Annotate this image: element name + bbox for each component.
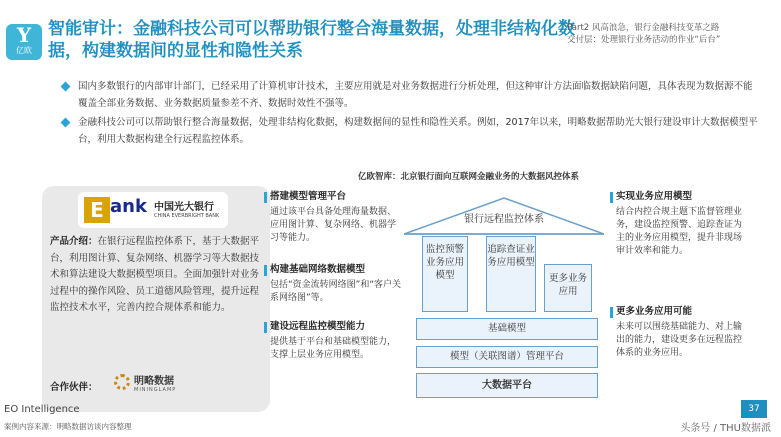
section-note-line1: Part2 风高浪急，银行金融科技变革之路 <box>567 23 720 33</box>
bank-logo-e: E <box>84 197 110 223</box>
diamond-bullet-icon <box>61 82 71 92</box>
section-more-possibility <box>616 305 746 360</box>
section-heading: 构建基础网络数据模型 <box>270 264 366 275</box>
section-bar-icon <box>610 307 613 318</box>
partner-name-en: MININGLAMP <box>134 387 177 393</box>
section-heading: 建设远程监控模型能力 <box>270 321 366 332</box>
footer-source: 案例内容来源：明略数据访谈内容整理 <box>4 422 132 431</box>
diagram-title: 亿欧智库：北京银行面向互联网金融业务的大数据风控体系 <box>358 172 580 182</box>
page-number: 37 <box>741 400 767 418</box>
platform-graph-mgmt: 模型（关联图谱）管理平台 <box>416 346 598 368</box>
mininglamp-logo-icon <box>114 374 130 390</box>
section-bar-icon <box>610 192 613 203</box>
section-bar-icon <box>264 265 267 276</box>
section-desc: 结合内控合规主题下监督管理业务，建设监控预警、追踪查证为主的业务应用模型，提升非现场审计效率和能力。 <box>616 207 743 256</box>
bank-logo-ank: ank <box>110 196 147 217</box>
case-panel <box>42 186 270 412</box>
product-intro-label: 产品介绍： <box>50 236 98 247</box>
diamond-bullet-icon <box>61 118 71 128</box>
watermark: 头条号 / THU数据派 <box>680 423 771 434</box>
bank-name-en: CHINA EVERBRIGHT BANK <box>154 213 220 219</box>
section-model-platform <box>270 190 404 245</box>
section-remote-monitor <box>270 320 404 362</box>
section-business-model <box>616 190 746 258</box>
section-note <box>567 22 767 46</box>
module-trace-verify: 追踪查证业务应用模型 <box>486 236 536 312</box>
bullet-list <box>60 78 760 150</box>
architecture-diagram <box>404 196 604 398</box>
bullet-text: 国内多数银行的内部审计部门，已经采用了计算机审计技术，主要应用就是对业务数据进行分析处理，但这种审计方法面临数据缺陷问题，具体表现为数据源不能覆盖全部业务数据、业务数据质量参差不齐、数据时效性不强等。 <box>78 81 753 109</box>
logo-text: 亿欧 <box>16 46 32 55</box>
footer-brand: EO Intelligence <box>4 404 80 415</box>
bullet-item <box>60 114 760 148</box>
section-note-line2: 交付层：处理银行业务活动的作业“后台” <box>567 35 721 45</box>
logo-glyph: Y <box>16 23 32 47</box>
product-intro <box>50 234 264 317</box>
bullet-text: 金融科技公司可以帮助银行整合海量数据，处理非结构化数据，构建数据间的显性和隐性关系。例如，2017年以来，明略数据帮助光大银行建设审计大数据模型平台，利用大数据构建全行远程监控体系。 <box>78 117 758 145</box>
page-title: 智能审计：金融科技公司可以帮助银行整合海量数据，处理非结构化数据，构建数据间的显性和隐性关系 <box>48 19 575 61</box>
section-desc: 提供基于平台和基础模型能力，支撑上层业务应用模型。 <box>270 337 397 360</box>
module-monitor-alert: 监控预警业务应用模型 <box>422 236 468 312</box>
section-bar-icon <box>264 322 267 333</box>
section-desc: 包括“资金流转网络图”和“客户关系网络图”等。 <box>270 280 401 303</box>
module-more-apps: 更多业务应用 <box>544 264 592 312</box>
section-bar-icon <box>264 192 267 203</box>
system-label: 银行远程监控体系 <box>464 214 544 225</box>
eo-logo <box>6 24 42 60</box>
section-heading: 更多业务应用可能 <box>616 306 693 317</box>
product-intro-text: 在银行远程监控体系下，基于大数据平台，利用图计算、复杂网络、机器学习等大数据技术和算法建设大数据模型项目。全面加强针对业务过程中的操作风险、员工道德风险管理，提升远程监控技术水平，完善内控合规体系和能力。 <box>50 236 260 313</box>
partner-name: 明略数据 <box>134 376 174 387</box>
platform-big-data: 大数据平台 <box>416 373 598 398</box>
bank-name-cn: 中国光大银行 <box>154 202 214 213</box>
platform-base-model: 基础模型 <box>416 318 598 340</box>
section-desc: 通过该平台具备处理海量数据、应用图计算、复杂网络、机器学习等能力。 <box>270 207 397 243</box>
section-heading: 实现业务应用模型 <box>616 191 693 202</box>
section-desc: 未来可以围绕基础能力、对上输出的能力，建设更多在远程监控体系的业务应用。 <box>616 322 743 358</box>
bullet-item <box>60 78 760 112</box>
bank-logo <box>78 192 228 228</box>
section-base-network <box>270 263 404 305</box>
partner-label: 合作伙伴： <box>50 382 98 393</box>
section-heading: 搭建模型管理平台 <box>270 191 347 202</box>
